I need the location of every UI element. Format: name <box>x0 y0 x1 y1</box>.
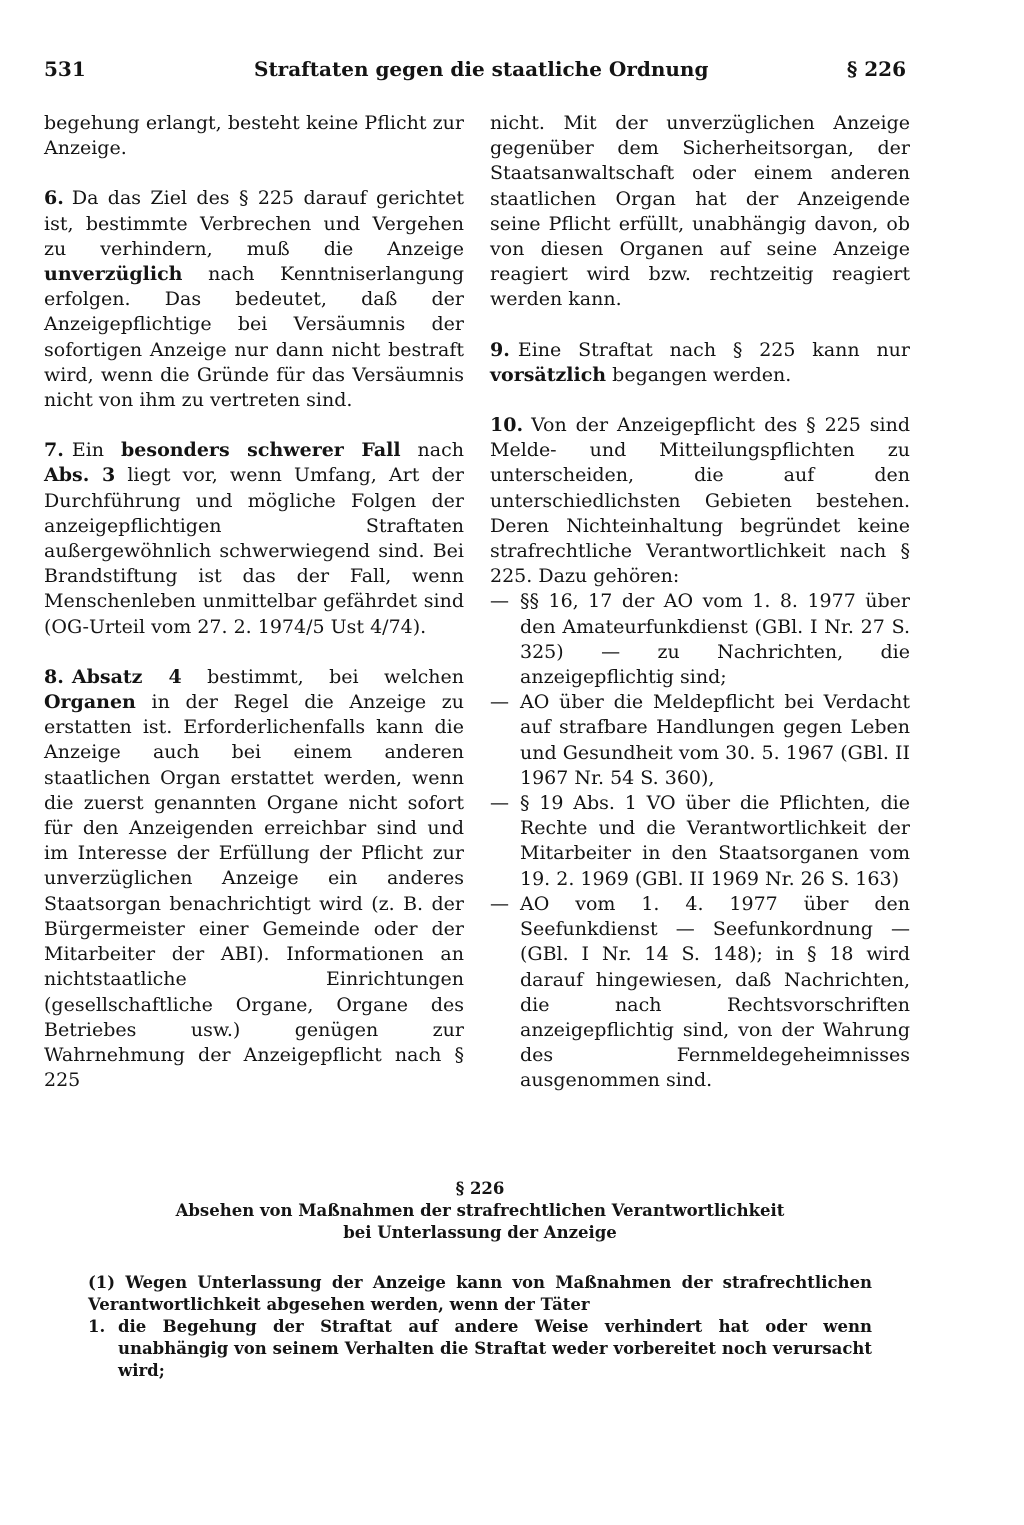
paragraph-text: bestimmt, bei welchen <box>181 665 465 688</box>
emphasis-text: Organen <box>44 691 136 714</box>
header-section: § 226 <box>846 57 906 81</box>
page-number: 531 <box>44 57 86 81</box>
law-item-number: 1. <box>88 1317 106 1336</box>
list-item: — §§ 16, 17 der AO vom 1. 8. 1977 über den Amateurfunkdienst (GBl. I Nr. 27 S. 325) — zu Nachrichten, die anzeigepflichtig sind; <box>490 589 910 690</box>
paragraph-text: Ein <box>71 439 121 462</box>
paragraph-7 <box>44 438 464 640</box>
law-item-text: die Begehung der Straftat auf andere Weise verhindert hat oder wenn unabhängig von seinem Verhalten die Straftat weder vorbereitet noch verursacht wird; <box>118 1317 872 1380</box>
list-item: — AO über die Meldepflicht bei Verdacht auf strafbare Handlungen gegen Leben und Gesundheit vom 30. 5. 1967 (GBl. II 1967 Nr. 54 S. 360), <box>490 690 910 791</box>
right-column <box>490 111 910 1094</box>
list-item: — § 19 Abs. 1 VO über die Pflichten, die Rechte und die Verantwortlichkeit der Mitarbeiter in den Staatsorganen vom 19. 2. 1969 (GBl. II 1969 Nr. 26 S. 163) <box>490 791 910 892</box>
paragraph-text: begangen werden. <box>606 363 792 386</box>
paragraph-10 <box>490 413 910 589</box>
continuation-paragraph: nicht. Mit der unverzüglichen Anzeige gegenüber dem Sicherheitsorgan, der Staatsanwaltschaft oder einem anderen staatlichen Organ hat der Anzeigende seine Pflicht erfüllt, unabhängig davon, ob von diesen Organen auf seine Anzeige reagiert wird bzw. rechtzeitig reagiert werden kann. <box>490 112 910 311</box>
law-section-number: § 226 <box>455 1179 505 1198</box>
emphasis-text: besonders schwerer Fall <box>121 439 401 462</box>
running-header <box>44 57 906 93</box>
intro-paragraph: begehung erlangt, besteht keine Pflicht zur Anzeige. <box>44 112 464 160</box>
paragraph-text: Von der Anzeigepflicht des § 225 sind Melde- und Mitteilungspflichten zu unterscheiden, die auf den unterschiedlichsten Gebieten bestehen. Deren Nichteinhaltung begründet keine strafrechtliche Verantwortlichkeit nach § 225. Dazu gehören: <box>490 414 910 588</box>
paragraph-text: liegt vor, wenn Umfang, Art der Durchführung und mögliche Folgen der anzeigepflichtigen Straftaten außergewöhnlich schwerwiegend sind. Bei Brandstiftung ist das der Fall, wenn Menschenleben unmittelbar gefährdet sind (OG-Urteil vom 27. 2. 1974/5 Ust 4/74). <box>44 464 464 638</box>
paragraph-text: nach Kenntniserlangung erfolgen. Das bedeutet, daß der Anzeigepflichtige bei Versäumnis der sofortigen Anzeige nur dann nicht bestraft wird, wenn die Gründe für das Versäumnis nicht von ihm zu vertreten sind. <box>44 263 464 412</box>
paragraph-9 <box>490 338 910 388</box>
paragraph-6 <box>44 186 464 413</box>
emphasis-text: Abs. 3 <box>44 464 116 487</box>
law-body <box>88 1272 872 1382</box>
law-title-line: Absehen von Maßnahmen der strafrechtlichen Verantwortlichkeit <box>175 1201 785 1220</box>
paragraph-text: in der Regel die Anzeige zu erstatten ist. Erforderlichenfalls kann die Anzeige auch bei einem anderen staatlichen Organ erstattet werden, wenn die zuerst genannten Organe nicht sofort für den Anzeigenden erreichbar sind und im Interesse der Erfüllung der Pflicht zur unverzüglichen Anzeige ein anderes Staatsorgan benachrichtigt wird (z. B. der Bürgermeister einer Gemeinde oder der Mitarbeiter der ABI). Informationen an nichtstaatliche Einrichtungen (gesellschaftliche Organe, Organe des Betriebes usw.) genügen zur Wahrnehmung der Anzeigepflicht nach § 225 <box>44 691 464 1092</box>
paragraph-8 <box>44 665 464 1093</box>
paragraph-number: 10. <box>490 414 524 437</box>
law-paragraph-1: (1) Wegen Unterlassung der Anzeige kann von Maßnahmen der strafrechtlichen Verantwortlichkeit abgesehen werden, wenn der Täter <box>88 1273 872 1314</box>
paragraph-number: 7. <box>44 439 64 462</box>
paragraph-text: nach <box>400 439 464 462</box>
paragraph-number: 8. <box>44 665 64 688</box>
emphasis-text: vorsätzlich <box>490 363 607 386</box>
paragraph-text: Da das Ziel des § 225 darauf gerichtet ist, bestimmte Verbrechen und Vergehen zu verhindern, muß die Anzeige <box>44 187 464 260</box>
law-title-line: bei Unterlassung der Anzeige <box>343 1223 617 1242</box>
emphasis-text: unverzüglich <box>44 263 183 286</box>
emphasis-text: Absatz 4 <box>71 665 182 688</box>
left-column <box>44 111 464 1118</box>
header-title: Straftaten gegen die staatliche Ordnung <box>254 57 709 81</box>
regulation-list <box>490 589 910 1093</box>
law-text-section <box>88 1178 872 1382</box>
list-item: — AO vom 1. 4. 1977 über den Seefunkdienst — Seefunkordnung — (GBl. I Nr. 14 S. 148); in § 18 wird darauf hingewiesen, daß Nachrichten, die nach Rechtsvorschriften anzeigepflichtig sind, von der Wahrung des Fernmeldegeheimnisses ausgenommen sind. <box>490 892 910 1094</box>
paragraph-number: 9. <box>490 338 510 361</box>
paragraph-text: Eine Straftat nach § 225 kann nur <box>517 338 910 361</box>
law-item-1 <box>88 1316 872 1382</box>
paragraph-number: 6. <box>44 187 64 210</box>
